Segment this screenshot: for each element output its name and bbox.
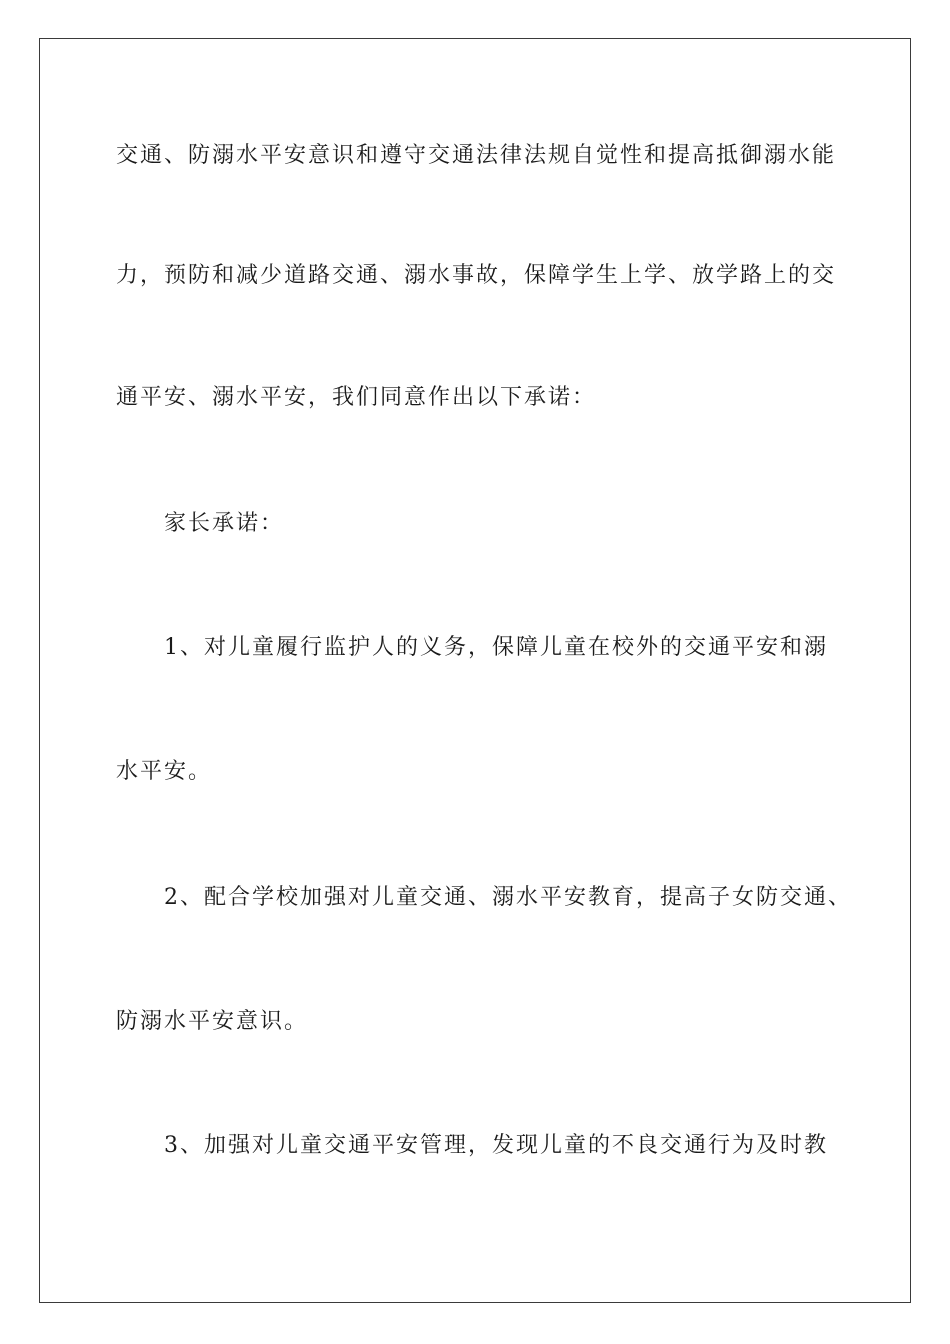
text-line-3: 通平安、溺水平安，我们同意作出以下承诺： — [116, 385, 597, 410]
promise-item-1-line-1: 1、对儿童履行监护人的义务，保障儿童在校外的交通平安和溺 — [164, 635, 828, 660]
section-heading-parent-promise: 家长承诺： — [164, 511, 285, 536]
text-line-1: 交通、防溺水平安意识和遵守交通法律法规自觉性和提高抵御溺水能 — [116, 143, 837, 168]
promise-item-3-line-1: 3、加强对儿童交通平安管理，发现儿童的不良交通行为及时教 — [164, 1133, 828, 1158]
promise-item-1-line-2: 水平安。 — [116, 759, 213, 784]
page-frame — [39, 38, 911, 1303]
promise-item-2-line-2: 防溺水平安意识。 — [116, 1009, 309, 1034]
text-line-2: 力，预防和减少道路交通、溺水事故，保障学生上学、放学路上的交 — [116, 263, 837, 288]
promise-item-2-line-1: 2、配合学校加强对儿童交通、溺水平安教育，提高子女防交通、 — [164, 885, 852, 910]
